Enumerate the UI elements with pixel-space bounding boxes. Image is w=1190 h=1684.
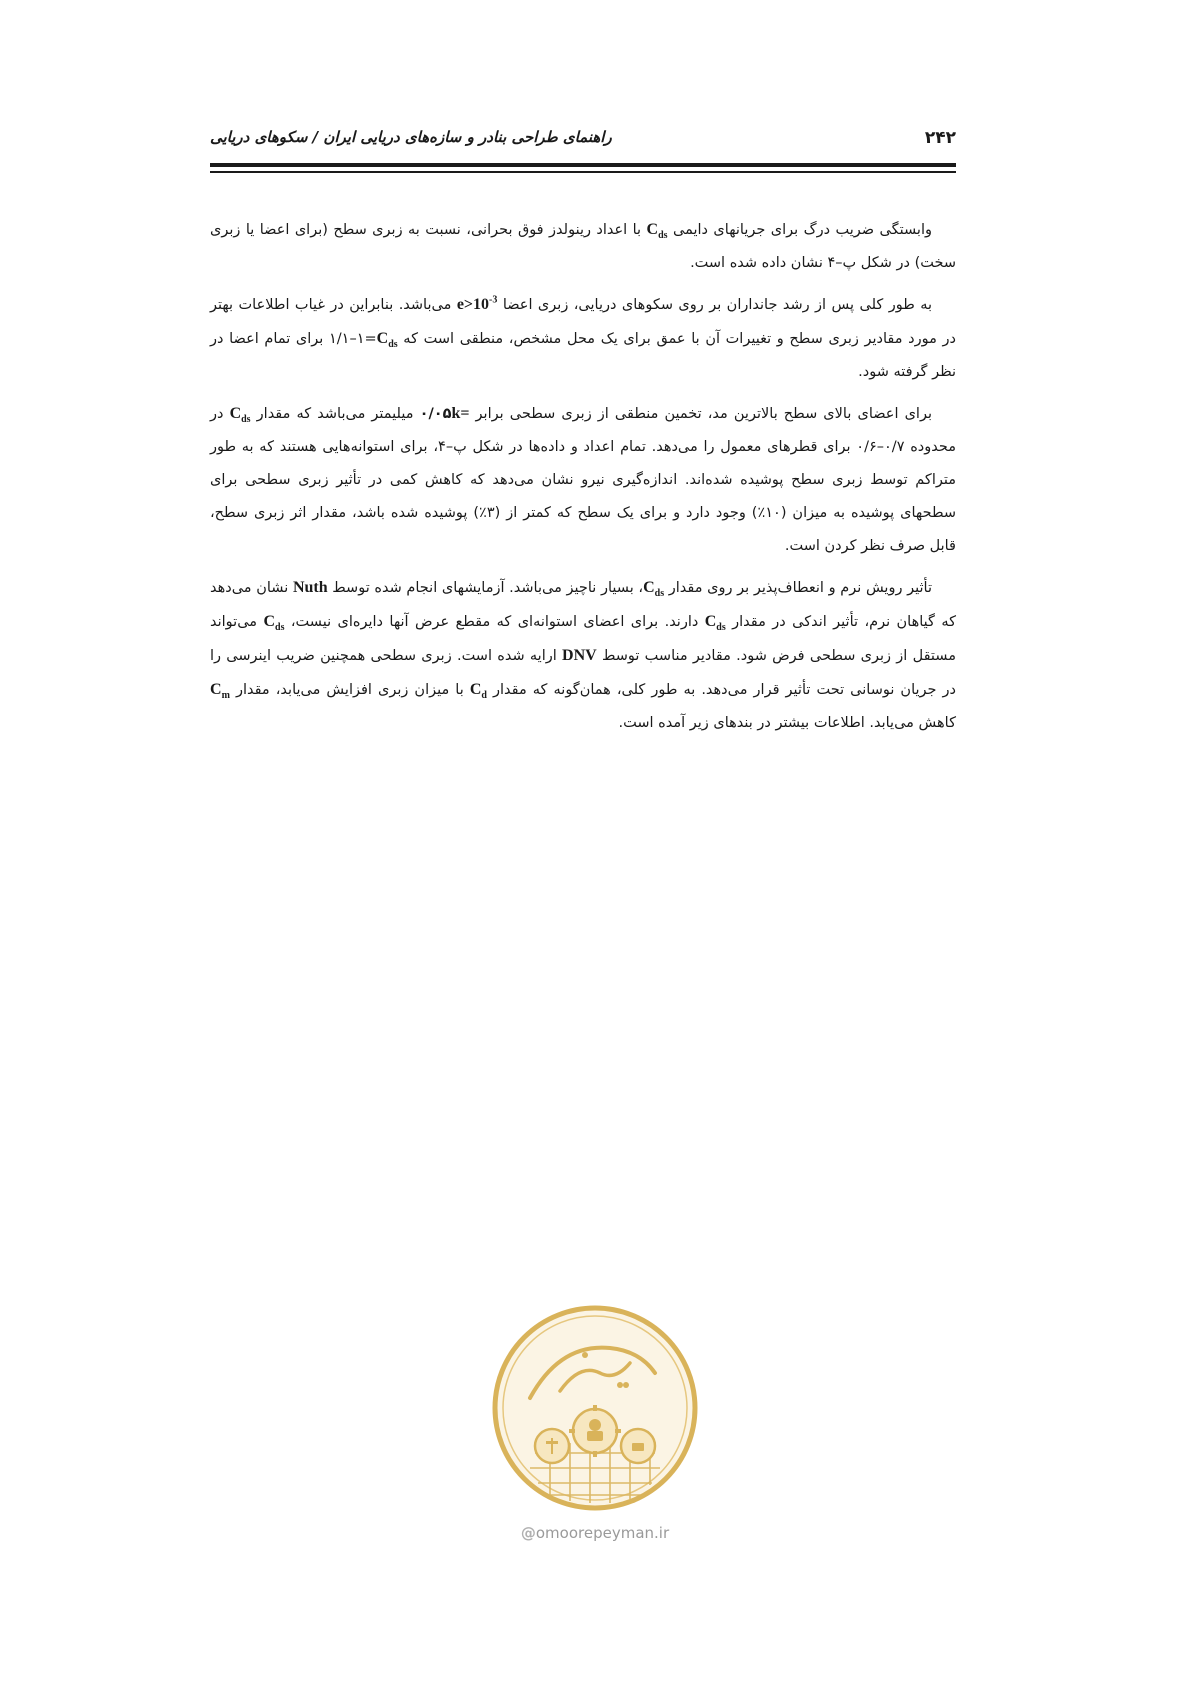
- page-header: [210, 124, 956, 158]
- roughness-symbol: $e>10^{-3}$: [456, 294, 498, 313]
- paragraph-4: تأثیر رویش نرم و انعطاف‌پذیر بر روی مقدار $C_{ds}،$ بسیار ناچیز می‌باشد. آزمایشهای انجام شده توسط Nuth نشان می‌دهد که گیاهان نرم، تأثیر اندکی در مقدار $C_{ds}$ دارند. برای اعضای استوانه‌ای که مقطع عرض آنها دایره‌ای نیست، $C_{ds}$ می‌تواند مستقل از زبری سطحی فرض شود. مقادیر مناسب توسط DNV ارایه شده است. زبری سطحی همچنین ضریب اینرسی را در جریان نوسانی تحت تأثیر قرار می‌دهد. به طور کلی، همان‌گونه که مقدار $C_d$ با میزان زبری افزایش می‌یابد، مقدار $C_m$ کاهش می‌یابد. اطلاعات بیشتر در بندهای زیر آمده است.: [210, 579, 957, 731]
- k-symbol: k=: [451, 405, 470, 422]
- cds-symbol: $C_{ds}$: [646, 221, 668, 242]
- page-number: ۲۴۲: [924, 128, 956, 148]
- cds-symbol: $C_{ds}$: [229, 405, 251, 426]
- cds-symbol: $C_{ds}$: [704, 613, 726, 634]
- watermark-caption: @omoorepeyman.ir: [520, 1524, 670, 1542]
- cds-symbol: $C_{ds}$: [263, 613, 285, 634]
- cds-symbol: $C_{ds}$: [376, 330, 398, 351]
- running-title: راهنمای طراحی بنادر و سازه‌های دریایی ایران / سکوهای دریایی: [210, 128, 612, 146]
- dnv-ref: DNV: [562, 647, 597, 664]
- header-rule-thin: [210, 171, 956, 173]
- paragraph-1: وابستگی ضریب درگ برای جریانهای دایمی $C_{ds}$ با اعداد رینولدز فوق بحرانی، نسبت به زبری سطح (برای اعضا یا زبری سخت) در شکل پ–۴ نشان داده شده است.: [210, 221, 956, 271]
- nuth-ref: Nuth: [292, 579, 328, 596]
- header-rule-thick: [210, 163, 956, 167]
- paragraph-3: برای اعضای بالای سطح بالاترین مد، تخمین منطقی از زبری سطحی برابر k=۰/۰۵ میلیمتر می‌باشد که مقدار $C_{ds}$ در محدوده ۰/۷–۰/۶ برای قطرهای معمول را می‌دهد. تمام اعداد و داده‌ها در شکل پ–۴، برای استوانه‌هایی هستند که به طور متراکم توسط زبری سطح پوشیده شده‌اند. اندازه‌گیری نیرو نشان می‌دهد که کاهش کمی در تأثیر زبری سطحی برای سطحهای پوشیده به میزان (۱۰٪) وجود دارد و برای یک سطح که کمتر از (۳٪) پوشیده شده باشد، مقدار اثر زبری سطح، قابل صرف نظر کردن است.: [210, 405, 957, 554]
- watermark-logo: [490, 1303, 700, 1513]
- body-text: [210, 213, 956, 748]
- paragraph-2: به طور کلی پس از رشد جانداران بر روی سکوهای دریایی، زبری اعضا $e>10^{-3}$ می‌باشد. بنابراین در غیاب اطلاعات بهتر در مورد مقادیر زبری سطح و تغییرات آن با عمق برای یک محل مشخص، منطقی است که $C_{ds}=۱-۱/۱$ برای تمام اعضا در نظر گرفته شود.: [210, 294, 957, 380]
- cds-symbol: $C_{ds}$: [643, 579, 665, 600]
- cm-symbol: $C_m$: [210, 681, 230, 702]
- cd-symbol: $C_d$: [469, 681, 487, 702]
